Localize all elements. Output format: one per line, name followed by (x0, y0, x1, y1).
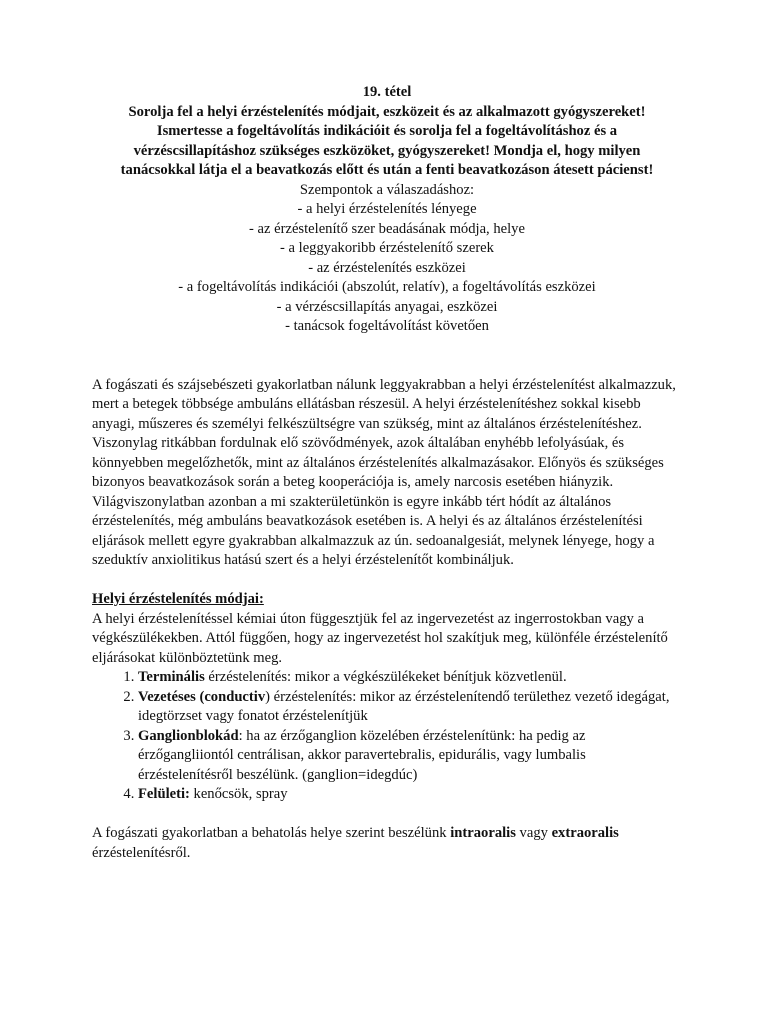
intro-paragraph-2: Világviszonylatban azonban a mi szakterületünkön is egyre inkább tért hódít az általános érzéstelenítés, még ambuláns beavatkozások esetében is. A helyi és az általános érzéstelenítési eljárások mellett egyre gyakrabban alkalmazzuk az ún. sedoanalgesiát, melynek lényege, hogy a szeduktív anxiolitikus hatású szert és a helyi érzéstelenítőt kombináljuk. (92, 493, 655, 568)
aspect-item: - tanácsok fogeltávolítást követően (285, 318, 489, 334)
list-item-term: Felületi: (138, 786, 190, 802)
closing-text: A fogászati gyakorlatban a behatolás helye szerint beszélünk (92, 825, 451, 841)
list-item-term: Vezetéses (conductiv (138, 688, 266, 705)
intro-paragraph-1: A fogászati és szájsebészeti gyakorlatban nálunk leggyakrabban a helyi érzéstelenítést alkalmazzuk, mert a betegek többsége ambuláns ellátásban részesül. A helyi érzéstelenítéshez sokkal kisebb anyagi, műszeres és személyi felkészültségre van szükség, mint az általános érzéstelenítéshez. Viszonylag ritkábban fordulnak elő szövődmények, azok általában enyhébb lefolyásúak, és könnyebben megelőzhetők, mint az általános érzéstelenítés alkalmazásakor. Előnyös és szükséges bizonyos beavatkozások során a beteg kooperációja is, amely narcosis esetében hiányzik. (92, 376, 676, 490)
aspect-item: - az érzéstelenítő szer beadásának módja, helye (249, 220, 525, 237)
header-block (92, 83, 682, 337)
list-item (138, 785, 682, 805)
spacer (92, 571, 682, 591)
list-item-text: : ha az érzőganglion közelében érzéstelenítünk: ha pedig az érzőgangliiontól centrálisan, akkor paravertebralis, epidurális, vagy lumbalis érzéstelenítésről beszélünk. (ganglion=idegdúc) (138, 727, 586, 783)
aspect-item: - a fogeltávolítás indikációi (abszolút, relatív), a fogeltávolítás eszközei (178, 279, 596, 295)
aspect-item: - az érzéstelenítés eszközei (308, 259, 466, 276)
list-item (138, 668, 682, 688)
section-title: Helyi érzéstelenítés módjai: (92, 591, 264, 607)
question-line-1: Sorolja fel a helyi érzéstelenítés módjait, eszközeit és az alkalmazott gyógyszereket! (128, 103, 646, 120)
closing-text: érzéstelenítésről. (92, 844, 191, 861)
closing-paragraph (92, 824, 682, 863)
spacer (92, 805, 682, 825)
list-item-term: Terminális (138, 669, 205, 685)
list-item (138, 688, 682, 727)
list-item-text: ) érzéstelenítés: mikor az érzéstelenítendő területhez vezető idegágat, idegtörzset vagy fonatot érzéstelenítjük (138, 688, 670, 724)
question-line-3: vérzéscsillapításhoz szükséges eszközöket, gyógyszereket! Mondja el, hogy milyen (133, 142, 641, 159)
aspect-item: - a vérzéscsillapítás anyagai, eszközei (276, 298, 498, 315)
list-item-text: kenőcsök, spray (189, 786, 288, 802)
list-item (138, 727, 682, 786)
item-number: 19. tétel (362, 84, 412, 100)
list-item-term: Ganglionblokád (138, 727, 239, 744)
list-item-text: érzéstelenítés: mikor a végkészülékeket bénítjuk közvetlenül. (204, 669, 567, 685)
aspects-title: Szempontok a válaszadáshoz: (299, 181, 475, 198)
question-line-2: Ismertesse a fogeltávolítás indikációit és sorolja fel a fogeltávolításhoz és a (156, 123, 618, 139)
document-page (92, 83, 682, 863)
closing-term-intraoralis: intraoralis (450, 825, 516, 841)
section-paragraph: A helyi érzéstelenítéssel kémiai úton függesztjük fel az ingervezetést az ingerrostokban vagy a végkészülékekben. Attól függően, hogy az ingervezetést hol szakítjuk meg, különféle érzéstelenítő eljárásokat különböztetünk meg. (92, 610, 668, 666)
aspect-item: - a helyi érzéstelenítés lényege (297, 201, 477, 217)
methods-list (92, 668, 682, 805)
closing-text: vagy (515, 825, 552, 841)
closing-term-extraoralis: extraoralis (551, 825, 619, 841)
question-line-4: tanácsokkal látja el a beavatkozás előtt és után a fenti beavatkozáson átesett pácienst! (120, 162, 654, 178)
aspect-item: - a leggyakoribb érzéstelenítő szerek (280, 240, 494, 256)
spacer (92, 337, 682, 376)
